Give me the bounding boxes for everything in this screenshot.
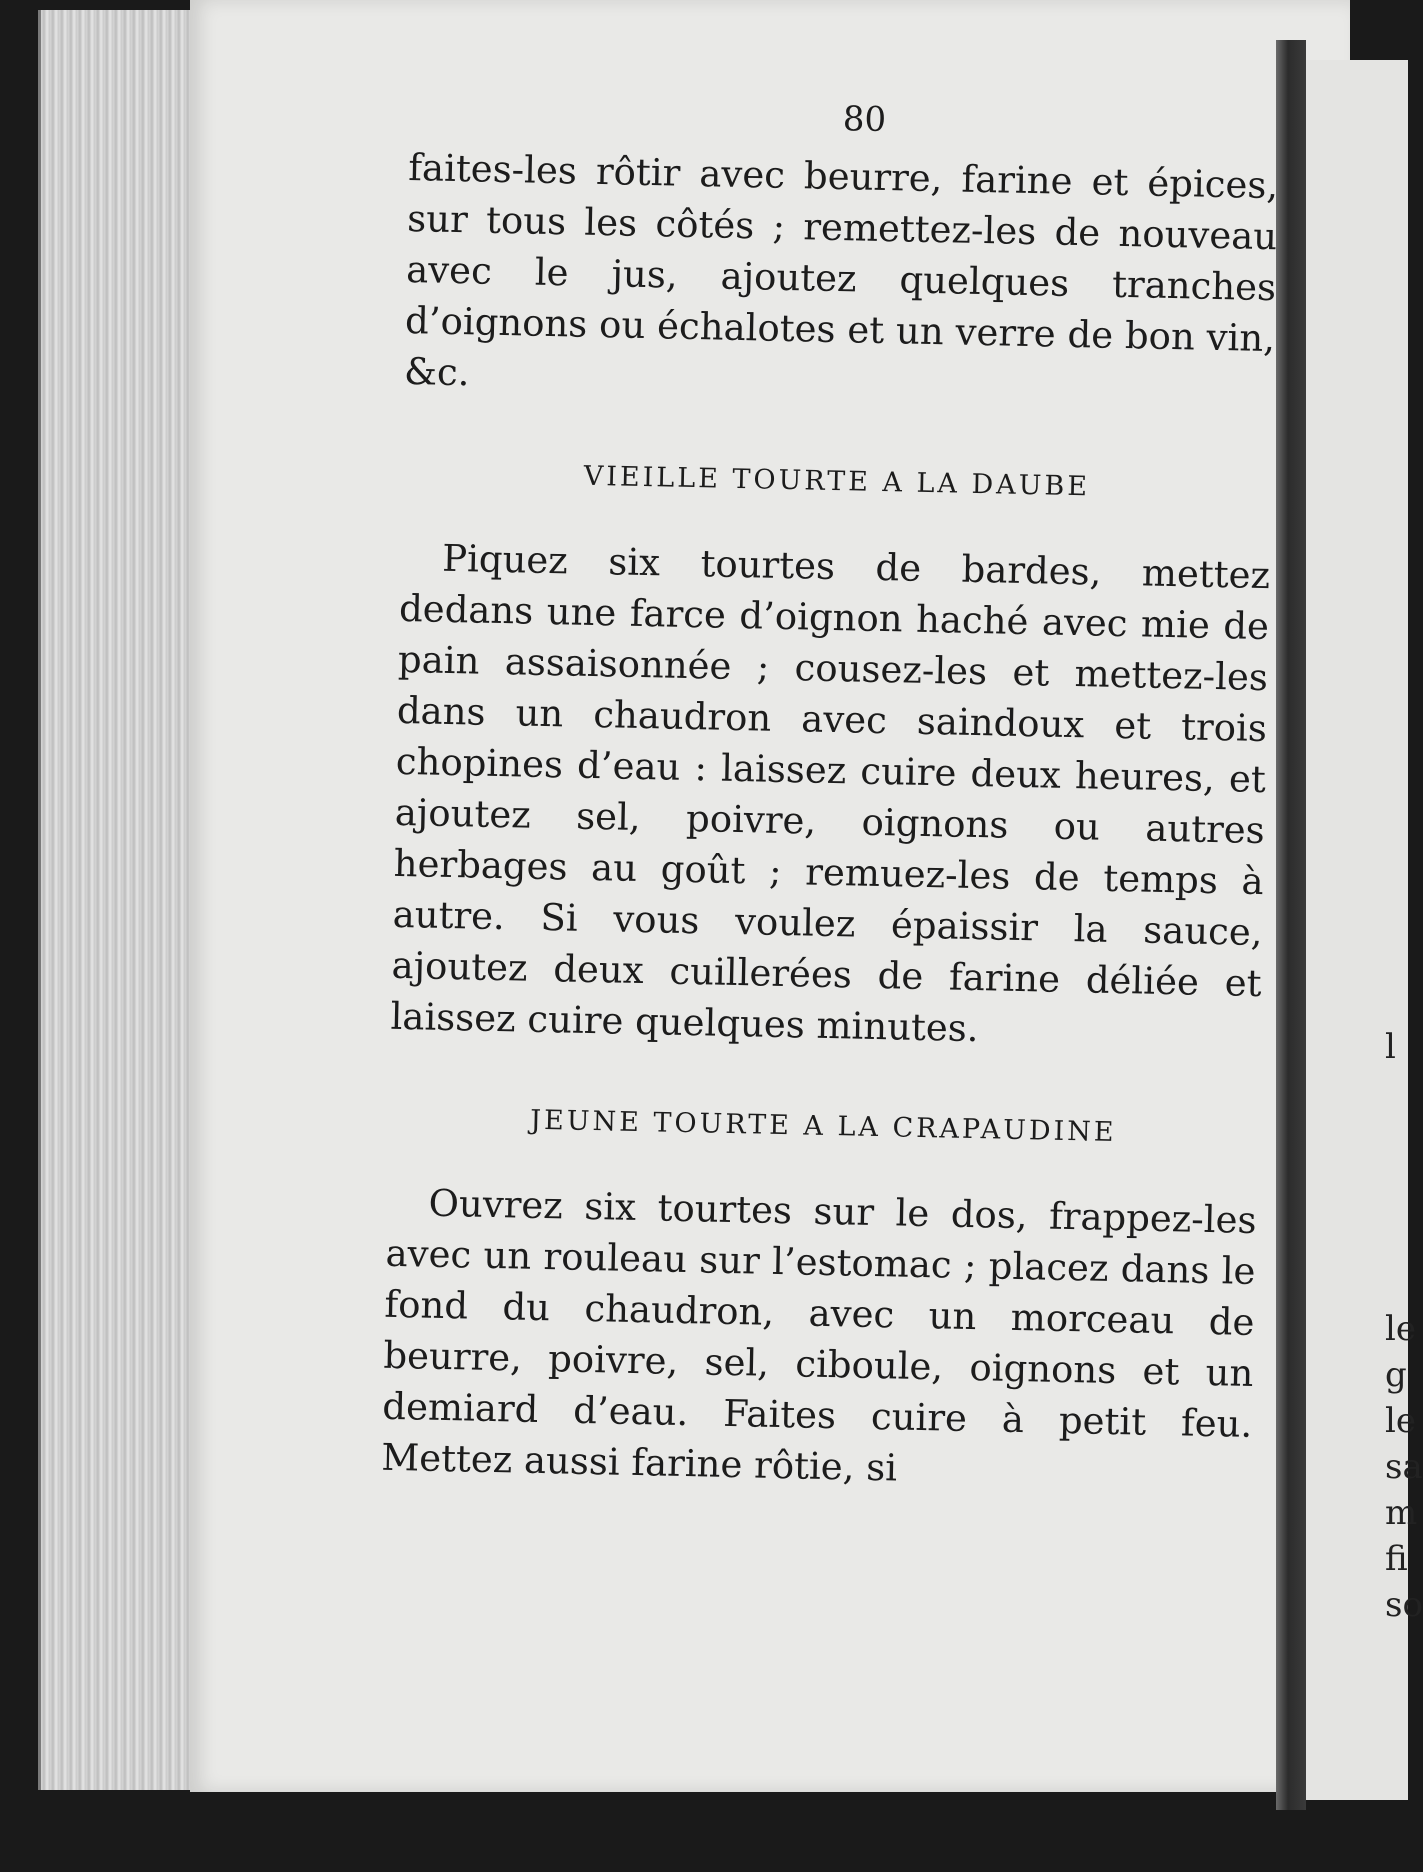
recipe-title: JEUNE TOURTE A LA CRAPAUDINE: [529, 1104, 1117, 1149]
recipe-title: VIEILLE TOURTE A LA DAUBE: [583, 460, 1091, 503]
next-page-fragment: sa: [1385, 1447, 1423, 1487]
next-page-fragment: fi: [1385, 1539, 1408, 1579]
next-page-fragment: m: [1385, 1493, 1418, 1533]
page-number: 80: [842, 99, 887, 140]
next-page-fragment: le: [1385, 1401, 1416, 1441]
continuation-paragraph: faites-les rôtir avec beurre, farine et épices, sur tous les côtés ; remettez-les de nouveau avec le jus, ajoutez quelques tranches d’oignons ou échalotes et un verre de bon vin, &c.: [403, 145, 1279, 395]
next-page-fragment: g: [1385, 1355, 1407, 1395]
book-spine: [1276, 40, 1306, 1810]
next-page-fragment: le: [1385, 1309, 1416, 1349]
recipe-text: Piquez six tourtes de bardes, mettez dedans une farce d’oignon haché avec mie de pain assaisonnée ; cousez-les et mettez-les dans un chaudron avec saindoux et trois chopines d’eau : laissez cuire deux heures, et ajoutez sel, poivre, oignons ou autres herbages au goût ; remuez-les de temps à autre. Si vous voulez épaissir la sauce, ajoutez deux cuillerées de farine déliée et laissez cuire quelques minutes.: [390, 536, 1271, 1051]
page-content: [381, 90, 1280, 1501]
recipe-text: Ouvrez six tourtes sur le dos, frappez-les avec un rouleau sur l’estomac ; placez dans le fond du chaudron, avec un morceau de beurre, poivre, sel, ciboule, oignons et un demiard d’eau. Faites cuire à petit feu. Mettez aussi farine rôtie, si: [380, 1181, 1257, 1490]
next-page-fragment: l: [1385, 1027, 1396, 1067]
next-page-fragment: so: [1385, 1585, 1423, 1625]
